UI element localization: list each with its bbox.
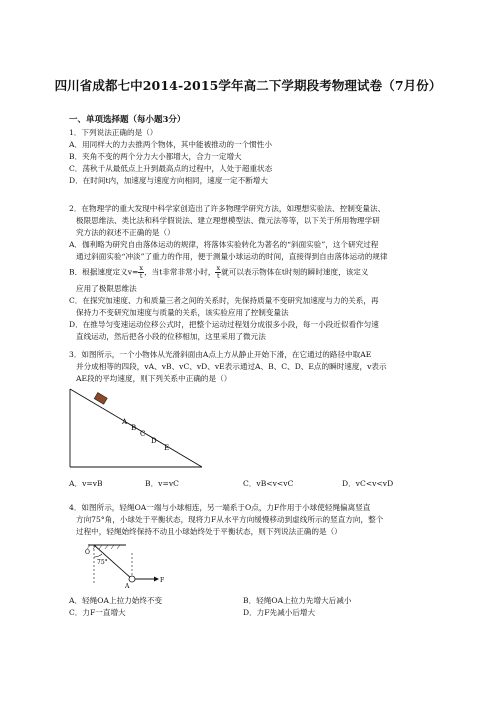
q2-option-c-line1: C．在探究加速度、力和质量三者之间的关系时，先保持质量不变研究加速度与力的关系，再 [69, 296, 379, 305]
q3-option-d: D．vC<v<vD [342, 479, 394, 488]
q4-stem-line2: 方向75°角，小球处于平衡状态，现将力F从水平方向缓慢移动到虚线所示的竖直方向，整个 [76, 515, 384, 524]
point-label-d: D [151, 437, 157, 445]
label-angle: 75° [97, 559, 108, 566]
q2-option-d-line1: D．在推导匀变速运动位移公式时，把整个运动过程划分成很多小段，每一小段近似看作匀速 [69, 320, 379, 329]
q2-option-d-line2: 直线运动，然后把各小段的位移相加，这里采用了微元法 [76, 332, 266, 341]
q3-stem-line1: 3．如图所示，一个小物体从光滑斜面由A点上方从静止开始下滑，在它通过的路径中取AE [69, 350, 372, 359]
angle-arc [94, 554, 102, 557]
fraction-numerator: x [139, 264, 144, 272]
rope-ball-figure [84, 541, 174, 591]
q2-option-b-line1 [69, 265, 368, 280]
q1-stem: 1．下列说法正确的是（） [69, 128, 158, 137]
arrowhead-icon [154, 577, 159, 582]
label-a: A [125, 583, 130, 590]
point-label-e: E [164, 444, 170, 452]
q3-stem-line2: 并分成相等的四段，vA、vB、vC、vD、vE表示通过A、B、C、D、E点的瞬时速度，v表示 [76, 362, 387, 371]
q4-option-d: D．力F先减小后增大 [243, 608, 316, 617]
q4-option-b: B．轻绳OA上拉力先增大后减小 [243, 596, 352, 605]
q2-stem-line1: 2．在物理学的重大发现中科学家创造出了许多物理学研究方法，如理想实验法、控制变量法、 [69, 204, 386, 213]
q2-option-a-line1: A．伽利略为研究自由落体运动的规律，将落体实验转化为著名的“斜面实验”，这个研究过程 [69, 240, 379, 249]
q2-option-b-part3: 就可以表示物体在t时刻的瞬时速度，该定义 [221, 267, 369, 277]
q4-option-c: C．力F一直增大 [69, 608, 126, 617]
label-o: O [85, 549, 90, 556]
q2-option-b-part1: B．根据速度定义v= [69, 267, 139, 277]
q4-stem-line1: 4．如图所示，轻绳OA一端与小球相连，另一端系于O点，力F作用于小球使轻绳偏离竖直 [69, 503, 371, 512]
q2-option-b-part2: ，当t非常非常小时， [144, 267, 216, 277]
q4-option-a: A．轻绳OA上拉力始终不变 [69, 596, 163, 605]
q2-option-b-line2: 应用了极限思维法 [76, 284, 137, 293]
fraction-denominator: t [216, 272, 220, 280]
q3-option-b: B．v=vC [145, 479, 179, 488]
q2-stem-line3: 究方法的叙述不正确的是（） [76, 228, 175, 237]
incline-figure [68, 387, 208, 472]
sliding-block [94, 393, 107, 405]
q2-option-a-line2: 通过斜面实验“冲淡”了重力的作用，便于测量小球运动的时间，直接得到自由落体运动的规律 [76, 252, 388, 261]
point-label-c: C [140, 430, 146, 438]
q3-stem-line3: AE段的平均速度，则下列关系中正确的是（） [76, 374, 232, 383]
q2-stem-line2: 极限思维法、类比法和科学假说法、建立理想模型法、微元法等等，以下关于所用物理学研 [76, 216, 380, 225]
fraction-numerator: x [216, 264, 221, 272]
q1-option-b: B．夹角不变的两个分力大小都增大，合力一定增大 [69, 152, 242, 161]
page-title: 四川省成都七中2014-2015学年高二下学期段考物理试卷（7月份） [54, 78, 442, 93]
ball [129, 576, 135, 582]
q1-option-a: A．用同样大的力去推两个物体，其中能被推动的一个惯性小 [69, 140, 272, 149]
q4-stem-line3: 过程中，轻绳始终保持不动且小球始终处于平衡状态，则下列说法正确的是（） [76, 527, 342, 536]
label-f: F [160, 577, 165, 584]
point-label-a: A [122, 418, 128, 426]
q3-option-c: C．vB<v<vC [243, 479, 294, 488]
point-label-b: B [131, 424, 137, 432]
fraction-denominator: t [139, 272, 143, 280]
q1-option-d: D．在时间t内，加速度与速度方向相同，速度一定不断增大 [69, 176, 268, 185]
section-heading: 一、单项选择题（每小题3分） [69, 115, 186, 125]
q2-option-c-line2: 保持力不变研究加速度与质量的关系，该实验应用了控制变量法 [76, 308, 289, 317]
q3-option-a: A．v=vB [69, 479, 103, 488]
q1-option-c: C．荡秋千从最低点上升到最高点的过程中，人处于超重状态 [69, 164, 273, 173]
